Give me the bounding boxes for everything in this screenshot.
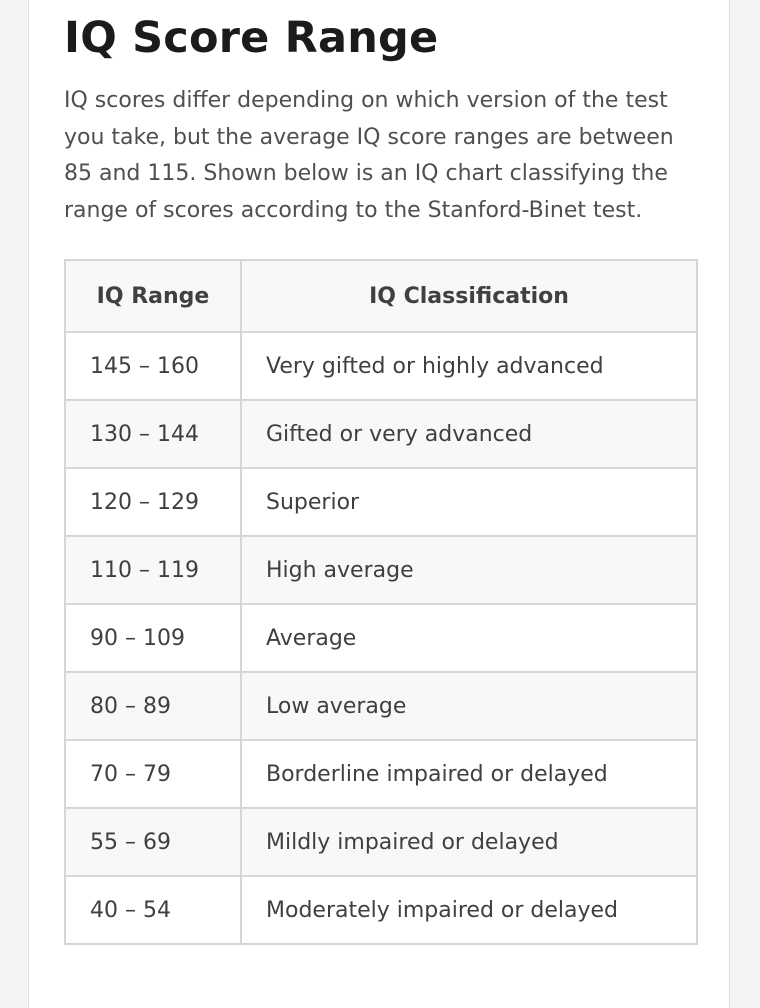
- iq-range-cell: 55 – 69: [65, 808, 241, 876]
- page-title: IQ Score Range: [64, 13, 439, 63]
- iq-classification-cell: Moderately impaired or delayed: [241, 876, 697, 944]
- iq-classification-cell: Gifted or very advanced: [241, 400, 697, 468]
- table-row: [65, 332, 697, 400]
- iq-classification-cell: Mildly impaired or delayed: [241, 808, 697, 876]
- iq-range-cell: 90 – 109: [65, 604, 241, 672]
- table-row: [65, 876, 697, 944]
- intro-paragraph: IQ scores differ depending on which version of the test you take, but the average IQ score ranges are between 85 and 115. Shown below is an IQ chart classifying the range of scores according to the Stanford-Binet test.: [64, 88, 674, 223]
- iq-classification-table: [64, 259, 698, 945]
- table-row: [65, 604, 697, 672]
- header-iq-range: IQ Range: [65, 260, 241, 332]
- iq-range-cell: 145 – 160: [65, 332, 241, 400]
- iq-classification-cell: Superior: [241, 468, 697, 536]
- table-row: [65, 808, 697, 876]
- table-header-row: [65, 260, 697, 332]
- iq-range-cell: 110 – 119: [65, 536, 241, 604]
- iq-classification-cell: Borderline impaired or delayed: [241, 740, 697, 808]
- iq-range-cell: 70 – 79: [65, 740, 241, 808]
- iq-range-cell: 120 – 129: [65, 468, 241, 536]
- table-row: [65, 400, 697, 468]
- table-row: [65, 536, 697, 604]
- iq-range-cell: 130 – 144: [65, 400, 241, 468]
- header-iq-classification: IQ Classification: [241, 260, 697, 332]
- iq-classification-cell: Average: [241, 604, 697, 672]
- iq-classification-cell: High average: [241, 536, 697, 604]
- iq-classification-cell: Low average: [241, 672, 697, 740]
- table-row: [65, 672, 697, 740]
- iq-classification-cell: Very gifted or highly advanced: [241, 332, 697, 400]
- iq-range-cell: 80 – 89: [65, 672, 241, 740]
- table-row: [65, 468, 697, 536]
- iq-range-cell: 40 – 54: [65, 876, 241, 944]
- table-row: [65, 740, 697, 808]
